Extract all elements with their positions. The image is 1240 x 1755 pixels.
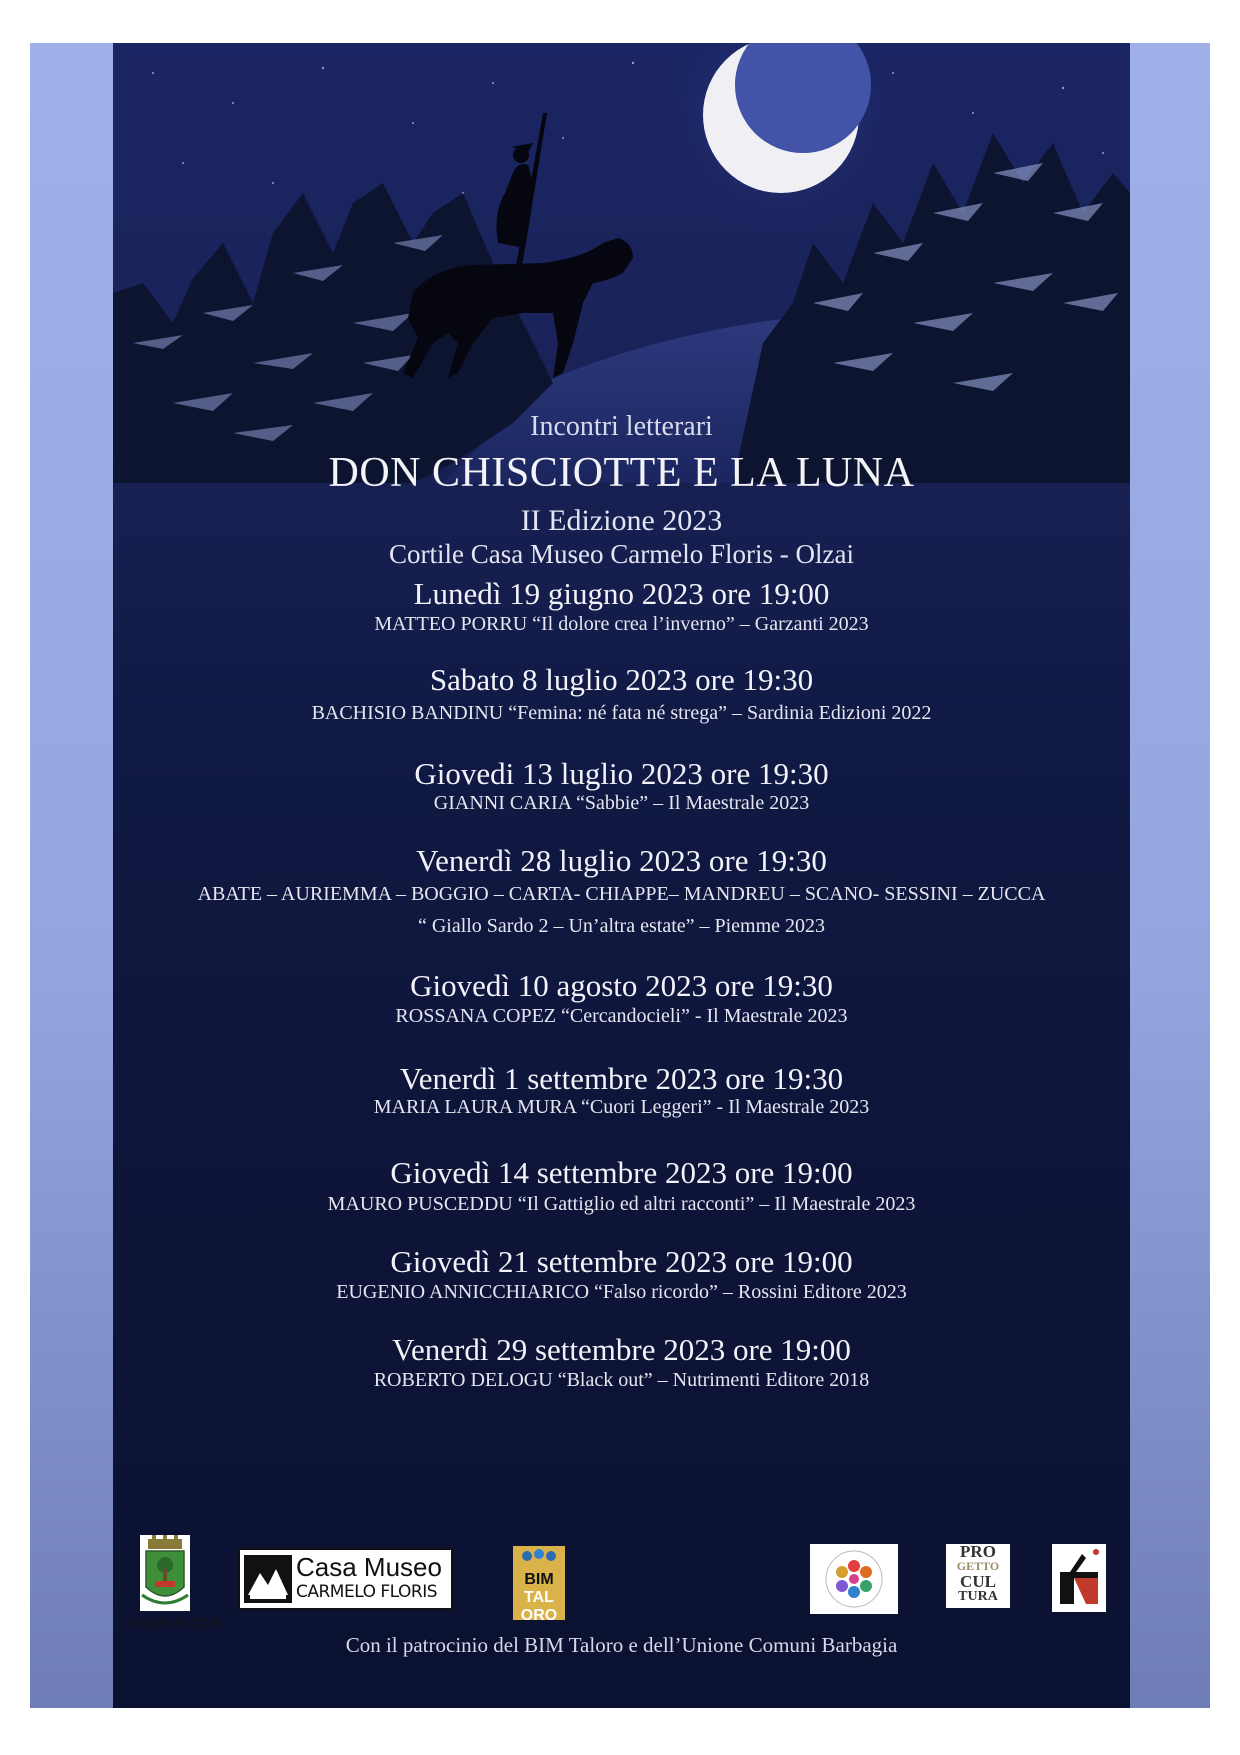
event-detail: MATTEO PORRU “Il dolore crea l’inverno” – Garzanti 2023 [374,613,869,635]
progetto-cultura-logo [946,1544,1010,1608]
patronage-note: Con il patrocinio del BIM Taloro e dell’Unione Comuni Barbagia [345,1633,898,1657]
event-detail: MARIA LAURA MURA “Cuori Leggeri” - Il Maestrale 2023 [373,1096,870,1118]
stars [152,62,1104,194]
progetto-line3: CUL [960,1572,996,1591]
comune-olzai-crest-icon [140,1535,190,1611]
event-date: Lunedì 19 giugno 2023 ore 19:00 [413,576,830,611]
page-title: DON CHISCIOTTE E LA LUNA [328,450,915,496]
event-detail: EUGENIO ANNICCHIARICO “Falso ricordo” – Rossini Editore 2023 [336,1281,907,1303]
event-date: Sabato 8 luglio 2023 ore 19:30 [429,662,814,697]
casa-museo-logo [238,1548,453,1610]
event-detail: BACHISIO BANDINU “Femina: né fata né strega” – Sardinia Edizioni 2022 [311,702,932,724]
comune-label: Comune di Olzai [121,1615,219,1630]
edition: II Edizione 2023 [520,504,723,537]
event-date: Venerdì 28 luglio 2023 ore 19:30 [416,843,827,878]
casa-museo-emblem-icon [244,1555,292,1603]
event-detail: MAURO PUSCEDDU “Il Gattiglio ed altri racconti” – Il Maestrale 2023 [327,1193,916,1215]
progetto-line4: TURA [958,1589,998,1604]
casa-museo-name: Casa Museo [296,1552,442,1582]
event-detail: ROBERTO DELOGU “Black out” – Nutrimenti Editore 2018 [373,1369,870,1391]
bim-taloro-logo [513,1546,565,1624]
event-detail: “ Giallo Sardo 2 – Un’altra estate” – Piemme 2023 [417,915,826,937]
bim-line3: ORO [520,1607,558,1624]
event-date: Venerdì 1 settembre 2023 ore 19:30 [399,1061,844,1096]
event-date: Giovedì 21 settembre 2023 ore 19:00 [390,1244,853,1279]
event-detail: ROSSANA COPEZ “Cercandocieli” - Il Maestrale 2023 [395,1005,848,1027]
unione-comuni-logo-icon [810,1544,898,1614]
event-detail: ABATE – AURIEMMA – BOGGIO – CARTA- CHIAPPE– MANDREU – SCANO- SESSINI – ZUCCA [197,883,1046,905]
event-date: Giovedì 14 settembre 2023 ore 19:00 [390,1155,853,1190]
bim-flower-icon [513,1546,565,1566]
progetto-line1: PRO [960,1542,996,1561]
event-detail: GIANNI CARIA “Sabbie” – Il Maestrale 2023 [433,792,810,814]
subtitle: Incontri letterari [530,411,713,442]
casa-museo-subname: CARMELO FLORIS [296,1582,438,1602]
progetto-line2: GETTO [956,1559,1000,1573]
poster [113,43,1130,1708]
bim-line1: BIM [524,1571,554,1588]
bim-line2: TAL [524,1589,554,1606]
event-date: Giovedì 10 agosto 2023 ore 19:30 [410,968,833,1003]
event-date: Giovedi 13 luglio 2023 ore 19:30 [414,756,829,791]
event-date: Venerdì 29 settembre 2023 ore 19:00 [392,1332,851,1367]
abstract-logo-icon [1052,1544,1106,1612]
venue: Cortile Casa Museo Carmelo Floris - Olzai [389,539,854,569]
